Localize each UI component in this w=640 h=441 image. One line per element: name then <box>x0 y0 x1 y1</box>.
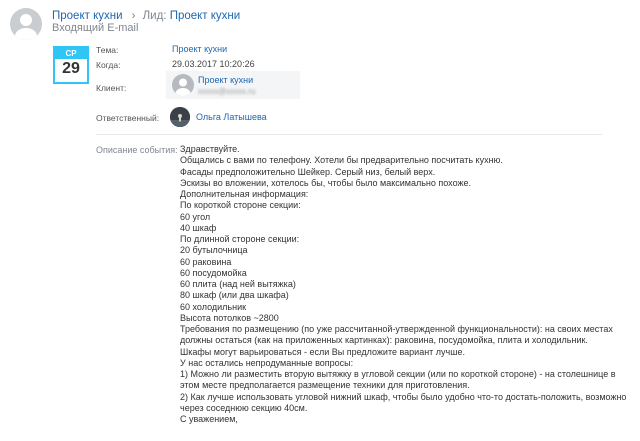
client-name-link[interactable]: Проект кухни <box>198 75 254 85</box>
description-line: Дополнительная информация: <box>180 189 309 199</box>
description-line: Здравствуйте. <box>180 144 240 154</box>
responsible-label: Ответственный: <box>96 113 160 123</box>
client-label: Клиент: <box>96 83 127 93</box>
activity-type: Входящий E-mail <box>52 22 139 34</box>
description-line: 60 холодильник <box>180 301 247 312</box>
calendar-icon <box>53 46 89 84</box>
description-line: 40 шкаф <box>180 222 217 233</box>
description-line: 60 раковина <box>180 256 232 267</box>
lead-label: Лид: <box>142 10 167 22</box>
description-line: 60 плита (над ней вытяжка) <box>180 279 296 289</box>
chevron-right-icon: › <box>131 10 136 22</box>
divider <box>96 134 602 135</box>
calendar-day: 29 <box>62 60 80 77</box>
client-contact: ххххх@ххххх.ru <box>198 87 256 96</box>
user-avatar-icon <box>10 8 42 40</box>
topic-link[interactable]: Проект кухни <box>172 44 228 54</box>
description-line: Высота потолков ~2800 <box>180 312 279 323</box>
description-line: 80 шкаф (или два шкафа) <box>180 290 289 301</box>
breadcrumb <box>52 9 240 23</box>
description-line: должны остаться (как на приложенных картинках): раковина, посудомойка, плита и холодильник. <box>180 335 588 346</box>
description-line: через соседнюю секцию 40см. <box>180 402 308 413</box>
responsible-avatar <box>170 107 190 127</box>
calendar-weekday: СР <box>55 48 87 59</box>
description-label: Описание события: <box>96 145 178 155</box>
description-line: У нас остались непродуманные вопросы: <box>180 357 354 368</box>
description-line: Эскизы во вложении, хотелось бы, чтобы было максимально похоже. <box>180 177 472 188</box>
description-line: По короткой стороне секции: <box>180 200 301 211</box>
description-line: Общались с вами по телефону. Хотели бы предварительно посчитать кухню. <box>180 155 503 166</box>
description-line: 1) Можно ли разместить вторую вытяжку в угловой секции (или по короткой стороне) - на столешнице в <box>180 369 616 379</box>
client-avatar-icon <box>172 74 194 96</box>
description-line: С уважением, <box>180 414 238 424</box>
description-line: Требования по размещению (по уже рассчитанной-утвержденной функциональности): на своих местах <box>180 324 613 334</box>
description-line: 60 посудомойка <box>180 267 247 278</box>
description-line: этом месте предполагается размещение техники для приготовления. <box>180 380 470 391</box>
date-label: Когда: <box>96 60 121 70</box>
description-line: Фасады предположительно Шейкер. Серый низ, белый верх. <box>180 166 436 177</box>
topic-label: Тема: <box>96 45 119 55</box>
description-line: По длинной стороне секции: <box>180 234 300 244</box>
description-line: 20 бутылочница <box>180 245 248 256</box>
description-text <box>180 144 627 425</box>
description-line: 60 угол <box>180 211 211 222</box>
date-value: 29.03.2017 10:20:26 <box>172 59 255 69</box>
responsible-name-link[interactable]: Ольга Латышева <box>196 112 267 122</box>
lead-link[interactable]: Проект кухни <box>169 10 241 22</box>
breadcrumb-title-link[interactable]: Проект кухни <box>52 10 123 22</box>
description-line: 2) Как лучше использовать угловой нижний шкаф, чтобы было удобно что-то достать-положить, возможно <box>180 391 627 402</box>
description-line: Шкафы могут варьироваться - если Вы предложите вариант лучше. <box>180 346 465 357</box>
